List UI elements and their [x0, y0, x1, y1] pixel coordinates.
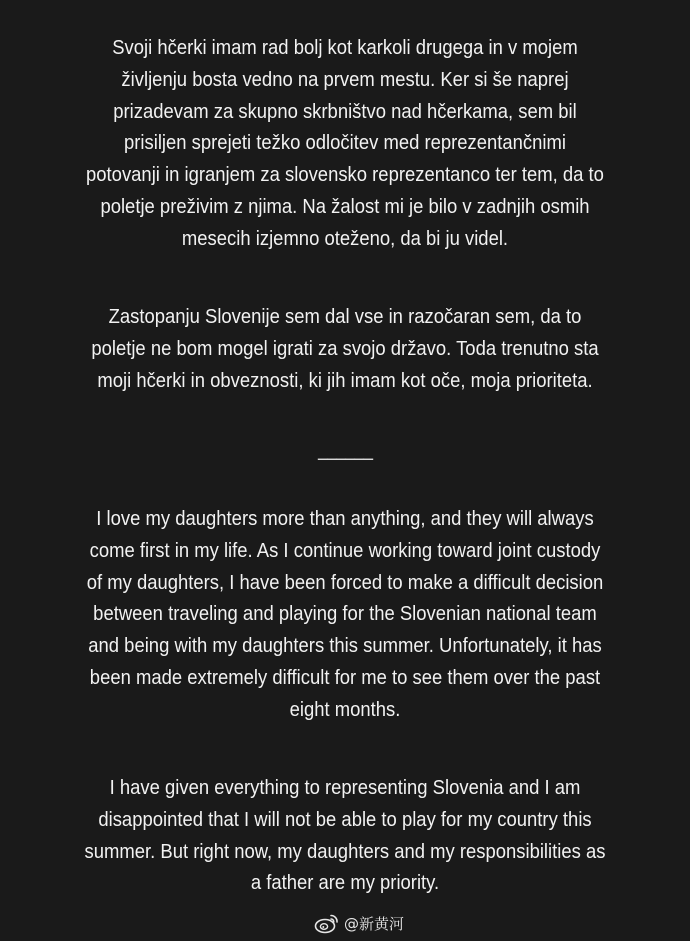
english-paragraph-2	[53, 772, 638, 899]
text-line: Zastopanju Slovenije sem dal vse in razočaran sem, da to	[108, 305, 582, 328]
english-paragraph-1	[53, 503, 638, 726]
text-line: a father are my priority.	[250, 871, 440, 895]
text-line: Svoji hčerki imam rad bolj kot karkoli drugega in v mojem	[112, 36, 578, 59]
text-line: I love my daughters more than anything, and they will always	[96, 507, 594, 530]
slovenian-paragraph-1	[53, 32, 638, 255]
text-line: between traveling and playing for the Slovenian national team	[93, 602, 597, 626]
text-line: življenju bosta vedno na prvem mestu. Ker si še naprej	[121, 67, 569, 91]
watermark-handle: @新黄河	[343, 914, 404, 933]
weibo-watermark	[314, 911, 404, 935]
slovenian-paragraph-2	[53, 301, 638, 396]
text-line: of my daughters, I have been forced to make a difficult decision	[86, 570, 604, 594]
text-line: poletje preživim z njima. Na žalost mi je bilo v zadnjih osmih	[100, 194, 590, 218]
text-line: potovanji in igranjem za slovensko reprezentanco ter tem, da to	[86, 163, 604, 187]
text-line: come first in my life. As I continue working toward joint custody	[89, 538, 601, 562]
text-line: and being with my daughters this summer. Unfortunately, it has	[88, 634, 602, 658]
text-line: prisiljen sprejeti težko odločitev med reprezentančnimi	[124, 131, 566, 155]
text-line: eight months.	[289, 697, 401, 721]
text-line: mesecih izjemno oteženo, da bi ju videl.	[181, 226, 509, 250]
weibo-icon	[314, 912, 340, 934]
text-line: prizadevam za skupno skrbništvo nad hčerkama, sem bil	[113, 99, 577, 123]
text-line: moji hčerki in obveznosti, ki jih imam kot oče, moja prioriteta.	[97, 368, 593, 392]
text-line: disappointed that I will not be able to play for my country this	[98, 807, 592, 831]
text-line: summer. But right now, my daughters and my responsibilities as	[84, 839, 606, 863]
text-line: poletje ne bom mogel igrati za svojo državo. Toda trenutno sta	[91, 336, 599, 360]
text-line: I have given everything to representing Slovenia and I am	[109, 776, 581, 799]
language-separator: ______	[318, 436, 372, 460]
text-line: been made extremely difficult for me to see them over the past	[89, 665, 601, 689]
